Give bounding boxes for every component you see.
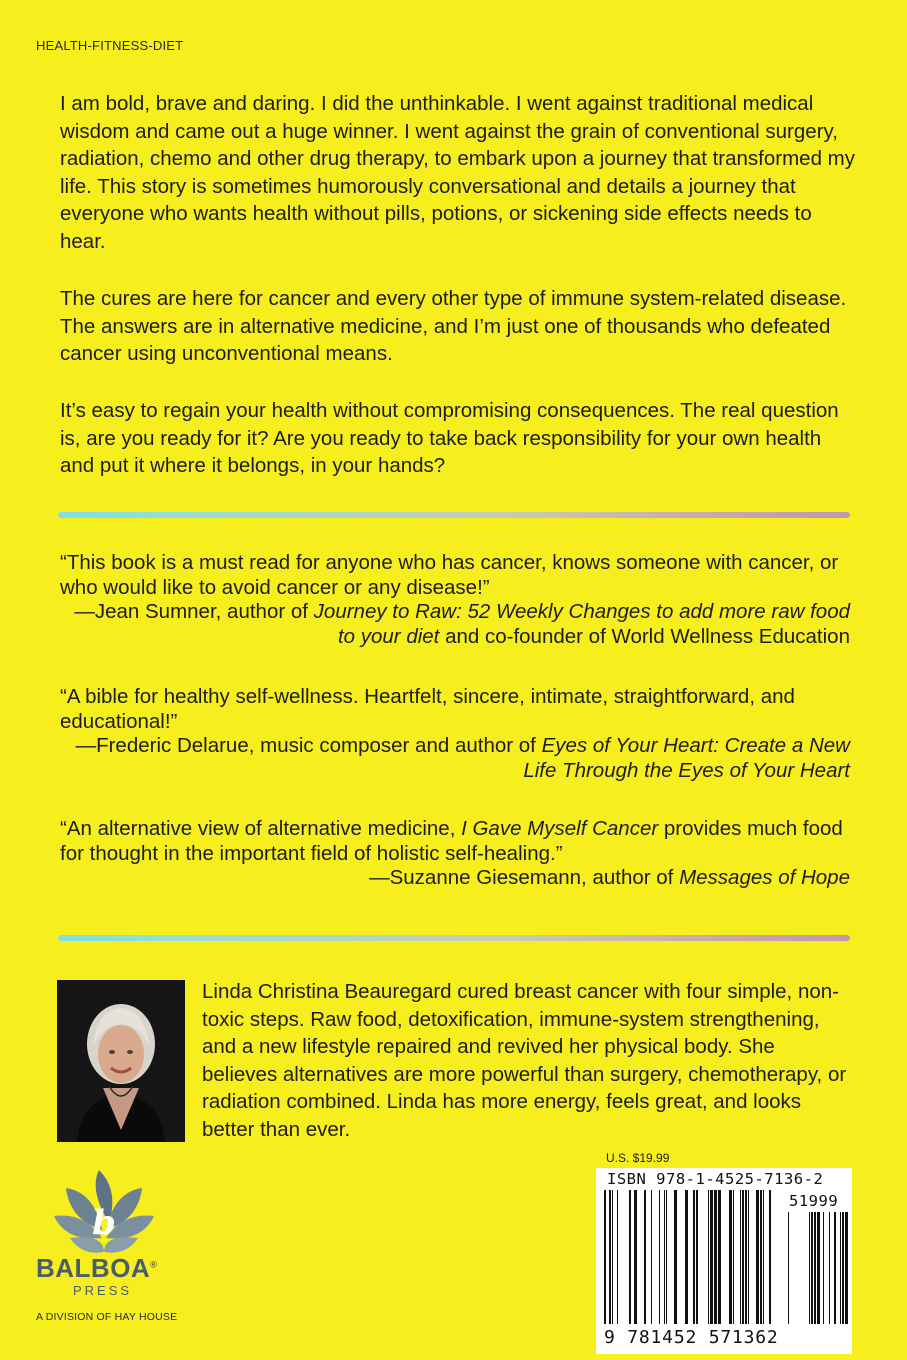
attribution-book-title: Journey to Raw: 52 Weekly Changes to add more raw food to your diet <box>313 600 850 648</box>
registered-mark: ® <box>150 1259 158 1270</box>
endorsement-2 <box>60 685 852 783</box>
blurb-paragraph-1: I am bold, brave and daring. I did the unthinkable. I went against traditional medical wisdom and came out a huge winner. I went against the grain of conventional surgery, radiation, chemo and other drug therapy, to embark upon a journey that transformed my life. This story is sometimes humorously conversational and details a journey that everyone who wants health without pills, potions, or sickening side effects needs to hear. <box>60 92 856 253</box>
price-code: 51999 <box>789 1192 839 1210</box>
attribution-book-title: Eyes of Your Heart: Create a New Life Through the Eyes of Your Heart <box>523 734 850 782</box>
endorsement-text-end: provides much food for thought in the important field of holistic self-healing.” <box>60 817 843 865</box>
attribution-book-title: Messages of Hope <box>679 866 850 889</box>
publisher-name <box>36 1253 157 1284</box>
attribution-author: —Suzanne Giesemann, author of <box>369 866 680 889</box>
lotus-icon <box>36 1168 176 1258</box>
endorsement-text <box>60 817 852 866</box>
ean-number: 9 781452 571362 <box>604 1327 779 1348</box>
author-photo <box>57 980 185 1142</box>
attribution-author: —Frederic Delarue, music composer and author of <box>75 734 542 757</box>
endorsement-attribution <box>60 734 852 783</box>
blurb-paragraph-3: It’s easy to regain your health without compromising consequences. The real question is, are you ready for it? Are you ready to take back responsibility for your own health and put it where it belongs, in your hands? <box>60 399 839 477</box>
book-title: I Gave Myself Cancer <box>461 817 659 840</box>
publisher-name-text: BALBOA <box>36 1253 151 1283</box>
publisher-division: A DIVISION OF HAY HOUSE <box>36 1311 178 1323</box>
price-label: U.S. $19.99 <box>606 1151 670 1165</box>
divider-top <box>58 512 850 518</box>
endorsement-text: “A bible for healthy self-wellness. Heartfelt, sincere, intimate, straightforward, and educational!” <box>60 685 795 733</box>
attribution-suffix: and co-founder of World Wellness Education <box>439 624 850 648</box>
endorsement-attribution <box>60 866 852 891</box>
publisher-sub: PRESS <box>73 1283 133 1298</box>
category-label: HEALTH-FITNESS-DIET <box>36 38 184 53</box>
isbn-number: ISBN 978-1-4525-7136-2 <box>607 1170 824 1188</box>
divider-bottom <box>58 935 850 941</box>
endorsement-attribution <box>60 600 852 649</box>
author-bio: Linda Christina Beauregard cured breast cancer with four simple, non-toxic steps. Raw food, detoxification, immune-system strengthening, and a new lifestyle repaired and revived her physical body. She believes alternatives are more powerful than surgery, chemotherapy, or radiation combined. Linda has more energy, feels great, and looks better than ever. <box>202 980 847 1141</box>
endorsement-text-start: “An alternative view of alternative medicine, <box>60 817 462 840</box>
endorsement-text: “This book is a must read for anyone who has cancer, knows someone with cancer, or who would like to avoid cancer or any disease!” <box>60 551 839 599</box>
blurb-paragraph-2: The cures are here for cancer and every other type of immune system-related disease. The answers are in alternative medicine, and I’m just one of thousands who defeated cancer using unconventional means. <box>60 287 847 365</box>
attribution-author: —Jean Sumner, author of <box>74 600 314 623</box>
publisher-mark: b <box>92 1203 116 1243</box>
endorsement-1 <box>60 551 852 649</box>
endorsement-3 <box>60 817 852 891</box>
